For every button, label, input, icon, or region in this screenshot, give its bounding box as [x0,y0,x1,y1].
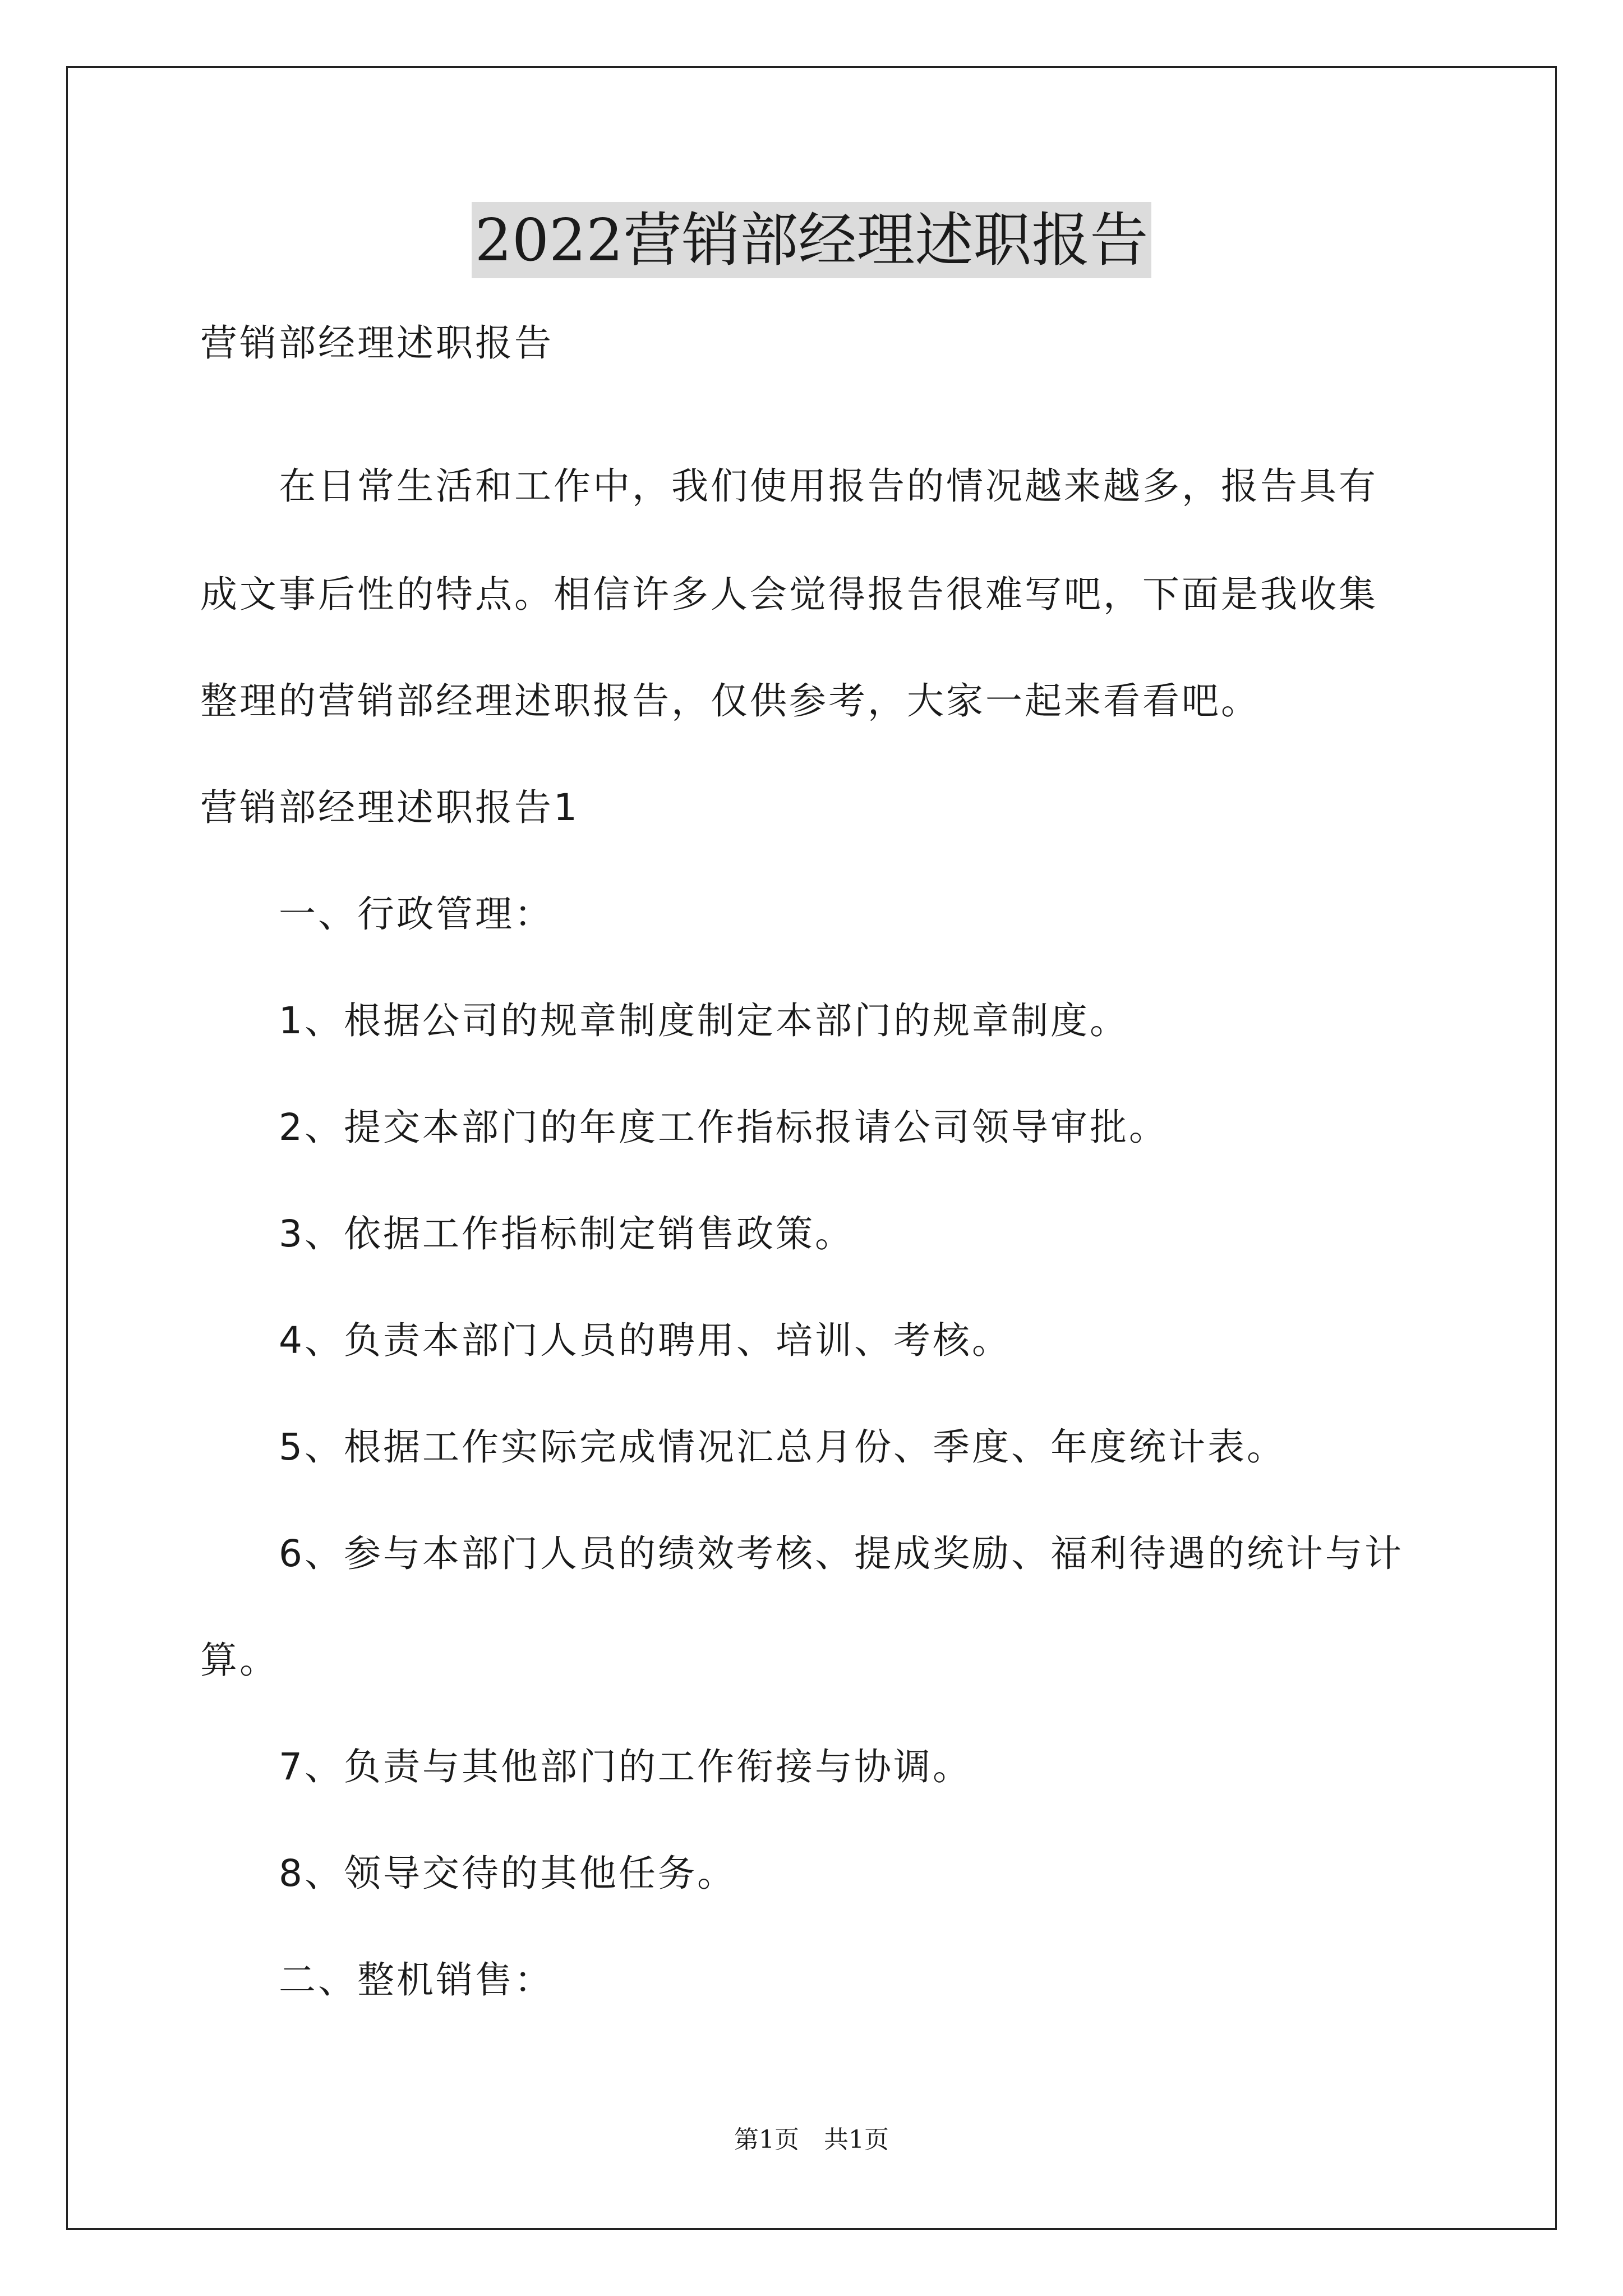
document-title: 2022营销部经理述职报告 [472,202,1152,278]
list-item: 3、依据工作指标制定销售政策。 [279,1212,854,1255]
page-footer: 第1页 共1页 [734,2125,889,2154]
list-item: 2、提交本部门的年度工作指标报请公司领导审批。 [279,1106,1168,1149]
list-item: 6、参与本部门人员的绩效考核、提成奖励、福利待遇的统计与计 [279,1532,1404,1575]
list-item: 5、根据工作实际完成情况汇总月份、季度、年度统计表。 [279,1425,1286,1469]
subsection-heading: 一、行政管理： [279,892,554,936]
body-line: 整理的营销部经理述职报告，仅供参考，大家一起来看看吧。 [200,679,1260,723]
list-item: 8、领导交待的其他任务。 [279,1852,736,1895]
list-item: 4、负责本部门人员的聘用、培训、考核。 [279,1319,1011,1362]
list-item: 1、根据公司的规章制度制定本部门的规章制度。 [279,999,1129,1042]
subsection-heading: 二、整机销售： [279,1958,554,2001]
list-item: 7、负责与其他部门的工作衔接与协调。 [279,1745,972,1788]
title-container [0,202,1623,278]
body-line: 在日常生活和工作中，我们使用报告的情况越来越多，报告具有 [279,464,1378,508]
body-line: 成文事后性的特点。相信许多人会觉得报告很难写吧，下面是我收集 [200,573,1378,616]
section-heading: 营销部经理述职报告1 [200,786,579,829]
list-item-continuation: 算。 [200,1639,279,1682]
subtitle-line: 营销部经理述职报告 [200,321,554,365]
